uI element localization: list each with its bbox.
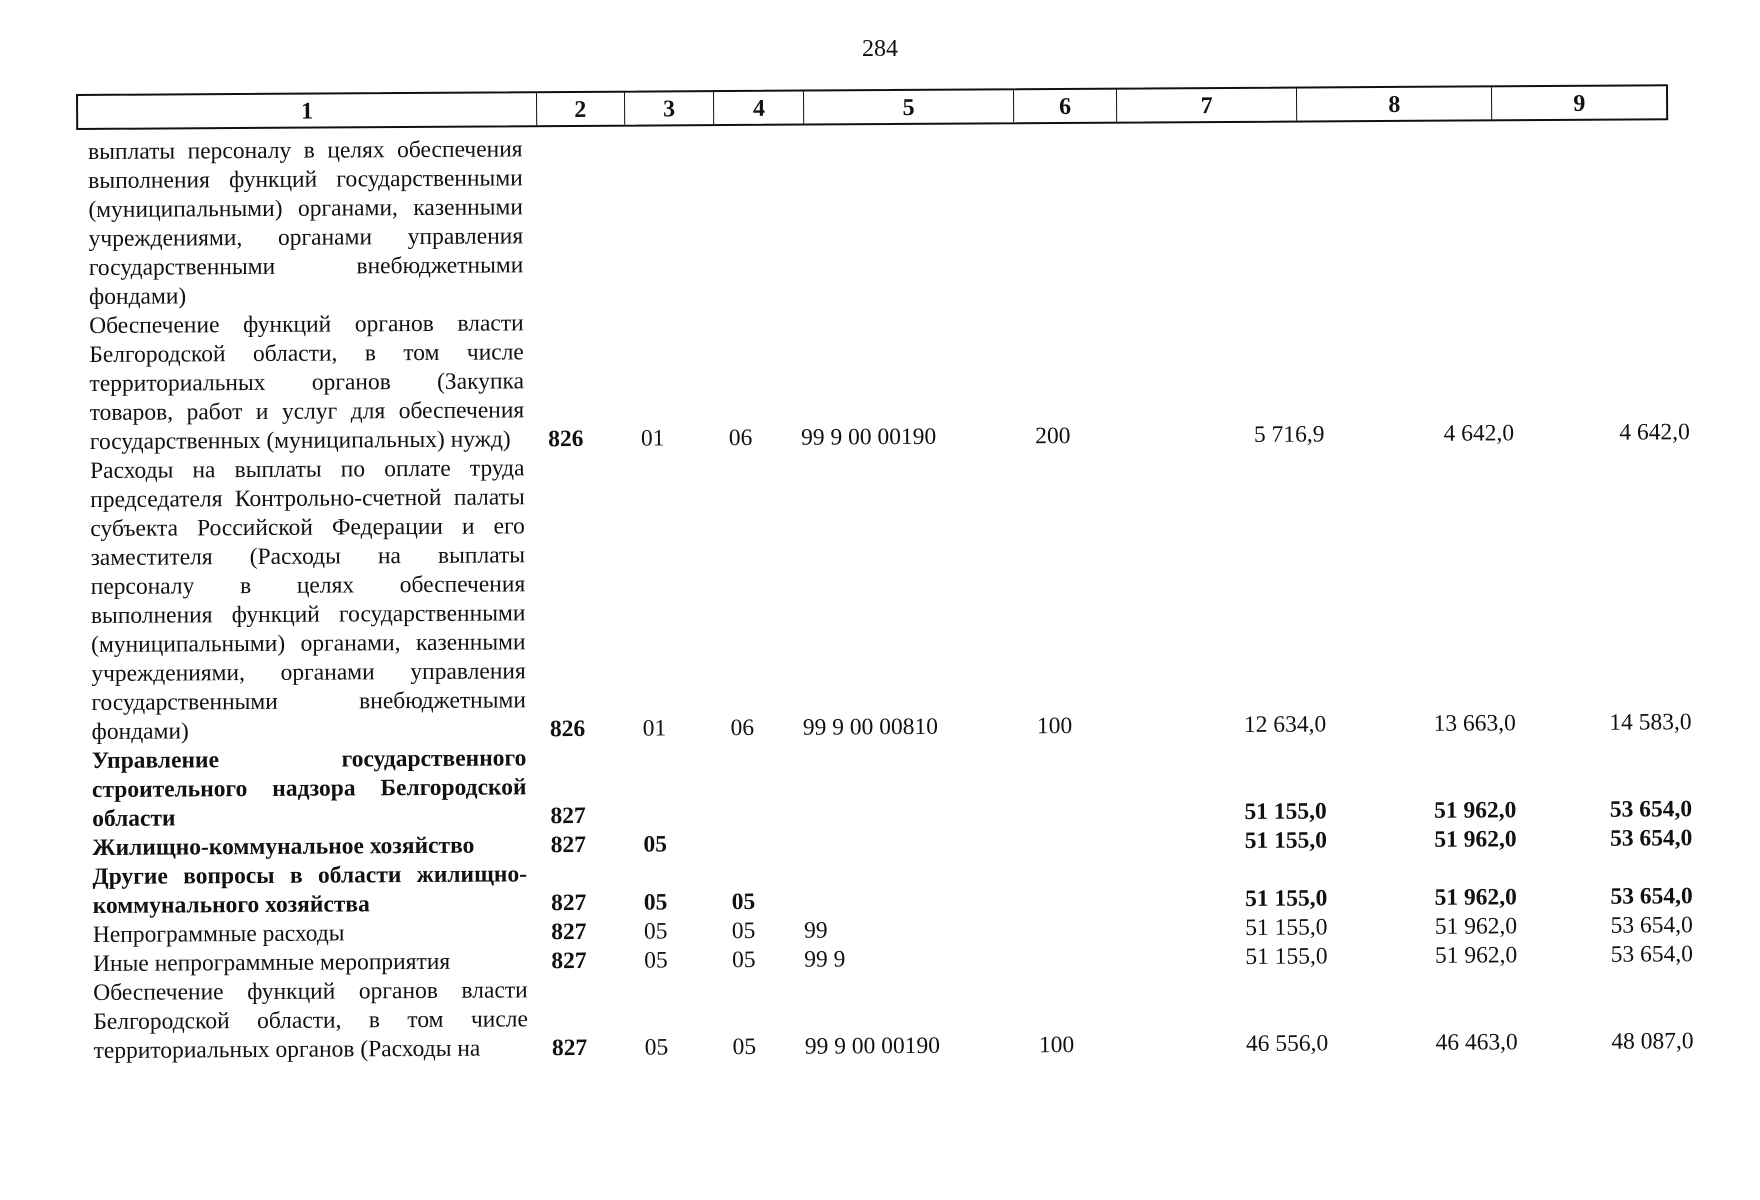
header-col-3: 3 xyxy=(625,92,715,125)
col-2-value: 826 xyxy=(549,715,586,743)
header-col-9: 9 xyxy=(1573,90,1586,117)
col-8-value: 13 663,0 xyxy=(1433,710,1516,737)
col-8-value: 51 962,0 xyxy=(1434,942,1518,969)
col-9-value: 53 654,0 xyxy=(1610,912,1693,939)
table-row xyxy=(92,853,1692,921)
header-col-1: 1 xyxy=(78,93,537,128)
table-row xyxy=(90,447,1692,747)
col-7-value: 12 634,0 xyxy=(1243,711,1327,738)
header-col-7: 7 xyxy=(1117,89,1297,122)
col-4-value: 06 xyxy=(728,424,753,452)
col-3-value: 05 xyxy=(644,1034,669,1061)
header-col-4: 4 xyxy=(714,92,804,125)
col-8-value: 51 962,0 xyxy=(1434,913,1518,940)
col-7-value: 51 155,0 xyxy=(1244,885,1328,912)
header-col-2: 2 xyxy=(537,93,625,126)
col-4-value: 06 xyxy=(730,714,755,742)
col-4-value: 05 xyxy=(732,1033,757,1061)
col-2-value: 827 xyxy=(551,1034,588,1062)
table-header xyxy=(76,84,1668,130)
col-6-value: 100 xyxy=(1036,712,1073,740)
page-number: 284 xyxy=(862,36,898,62)
col-3-value: 01 xyxy=(642,715,667,742)
col-7-value: 51 155,0 xyxy=(1244,827,1328,854)
col-9-value: 14 583,0 xyxy=(1609,709,1692,736)
col-4-value: 05 xyxy=(731,917,756,945)
col-5-value: 99 9 00 00190 xyxy=(800,423,937,451)
row-name: Другие вопросы в области жилищно-коммунального хозяйства xyxy=(92,861,528,919)
table-body xyxy=(88,128,1694,1066)
table-row xyxy=(89,302,1690,457)
col-9-value: 48 087,0 xyxy=(1611,1028,1694,1055)
col-8-value: 51 962,0 xyxy=(1434,826,1517,853)
col-2-value: 827 xyxy=(551,918,587,946)
col-5-value: 99 9 00 00810 xyxy=(802,713,939,741)
row-name: Жилищно-коммунальное хозяйство xyxy=(92,832,475,861)
col-9-value: 53 654,0 xyxy=(1610,941,1694,968)
col-3-value: 01 xyxy=(640,425,665,452)
col-7-value: 51 155,0 xyxy=(1245,914,1328,941)
col-6-value: 200 xyxy=(1035,423,1071,450)
col-8-value: 51 962,0 xyxy=(1434,797,1517,824)
table-row xyxy=(92,737,1693,834)
header-col-8: 8 xyxy=(1297,87,1493,120)
col-2-value: 827 xyxy=(550,831,587,859)
col-9-value: 53 654,0 xyxy=(1609,825,1693,852)
col-4-value: 05 xyxy=(731,888,756,916)
col-6-value: 100 xyxy=(1038,1031,1075,1059)
col-7-value: 46 556,0 xyxy=(1245,1030,1329,1057)
col-7-value: 5 716,9 xyxy=(1253,421,1325,448)
col-8-value: 4 642,0 xyxy=(1443,420,1515,447)
header-col-5: 5 xyxy=(804,90,1014,123)
row-name: Непрограммные расходы xyxy=(92,920,345,948)
col-8-value: 46 463,0 xyxy=(1435,1029,1518,1056)
col-3-value: 05 xyxy=(643,918,668,945)
col-2-value: 826 xyxy=(548,425,584,453)
col-4-value: 05 xyxy=(731,946,756,974)
row-name: Расходы на выплаты по оплате труда председателя Контрольно-счетной палаты субъекта Российской Федерации и его заместителя (Расходы на выплаты персоналу в целях обеспечения выполнения функций государственными (муниципальными) органами, казенными учреждениями, органами управления государственными внебюджетными фондами) xyxy=(89,455,527,745)
col-9-value: 53 654,0 xyxy=(1610,883,1693,910)
col-5-value: 99 9 00 00190 xyxy=(804,1032,940,1060)
row-name: Иные непрограммные мероприятия xyxy=(92,948,451,977)
row-name: Обеспечение функций органов власти Белгородской области, в том числе территориальных органов (Закупка товаров, работ и услуг для обеспечения государственных (муниципальных) нужд) xyxy=(89,310,525,455)
table-row xyxy=(93,969,1694,1066)
header-col-6: 6 xyxy=(1014,90,1118,123)
col-8-value: 51 962,0 xyxy=(1434,884,1517,911)
col-9-value: 53 654,0 xyxy=(1609,796,1693,823)
col-9-value: 4 642,0 xyxy=(1619,419,1690,446)
row-name: выплаты персоналу в целях обеспечения выполнения функций государственными (муниципальными) органами, казенными учреждениями, органами управления государственными внебюджетными фондами) xyxy=(88,136,524,310)
col-5-value: 99 9 xyxy=(804,946,846,973)
row-name: Обеспечение функций органов власти Белгородской области, в том числе территориальных органов (Расходы на xyxy=(93,977,528,1064)
col-3-value: 05 xyxy=(643,889,668,916)
row-name: Управление государственного строительного надзора Белгородской области xyxy=(91,745,527,832)
col-3-value: 05 xyxy=(644,947,668,974)
col-2-value: 827 xyxy=(551,947,587,975)
col-7-value: 51 155,0 xyxy=(1244,798,1327,825)
col-3-value: 05 xyxy=(643,831,668,858)
col-7-value: 51 155,0 xyxy=(1245,943,1328,970)
col-2-value: 827 xyxy=(550,802,586,830)
table-row xyxy=(88,128,1689,312)
col-5-value: 99 xyxy=(803,917,828,944)
col-2-value: 827 xyxy=(550,889,587,917)
